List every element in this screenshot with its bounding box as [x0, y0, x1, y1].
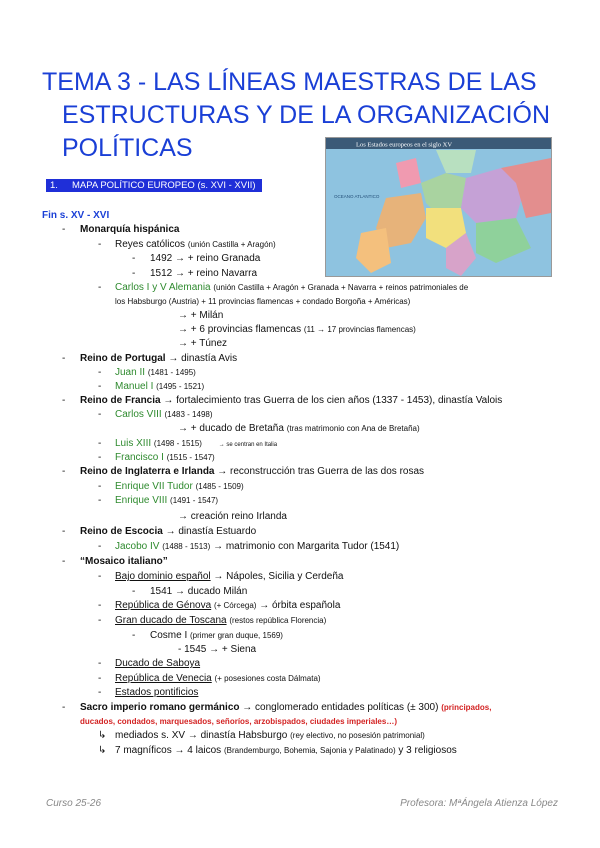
- inglaterra: Reino de Inglaterra e Irlanda → reconstrucción tras Guerra de las dos rosas: [80, 466, 425, 477]
- rc-navarra: 1512 → + reino Navarra: [150, 268, 258, 279]
- escocia: Reino de Escocia → dinastía Estuardo: [80, 526, 257, 537]
- portugal-juan-ii: Juan II (1481 - 1495): [115, 367, 196, 378]
- carlos-i-note: los Habsburgo (Austria) + 11 provincias flamencas + condado Borgoña + Américas): [115, 297, 411, 306]
- francia: Reino de Francia → fortalecimiento tras Guerra de los cien años (1337 - 1453), dinastía Valois: [80, 395, 503, 406]
- mon-hisp-title: Monarquía hispánica: [80, 224, 180, 235]
- title-line-3: POLÍTICAS: [62, 134, 193, 162]
- inglaterra-irlanda: → creación reino Irlanda: [178, 511, 287, 522]
- carlos-i: Carlos I y V Alemania (unión Castilla + Aragón + Granada + Navarra + reinos patrimoniales de: [115, 282, 469, 293]
- italia-saboya: Ducado de Saboya: [115, 658, 201, 669]
- section-label: MAPA POLÍTICO EUROPEO (s. XVI - XVII): [72, 180, 256, 191]
- italia-cosme: Cosme I (primer gran duque, 1569): [150, 630, 283, 641]
- sacro-entidades: ducados, condados, marquesados, señoríos, arzobispados, ciudades imperiales…): [80, 717, 397, 726]
- map-label-sea: OCEANO ATLANTICO: [334, 194, 380, 199]
- escocia-jacobo-iv: Jacobo IV (1488 - 1513) → matrimonio con Margarita Tudor (1541): [115, 541, 400, 552]
- reyes-catolicos: Reyes católicos (unión Castilla + Aragón): [115, 239, 276, 250]
- italia-milan: 1541 → ducado Milán: [150, 586, 248, 597]
- francia-francisco-i: Francisco I (1515 - 1547): [115, 452, 215, 463]
- period-heading: Fin s. XV - XVI: [42, 210, 110, 221]
- carlos-tunez: → + Túnez: [178, 338, 228, 349]
- portugal: Reino de Portugal → dinastía Avis: [80, 353, 238, 364]
- francia-bretana: → + ducado de Bretaña (tras matrimonio con Ana de Bretaña): [178, 423, 420, 434]
- francia-carlos-viii: Carlos VIII (1483 - 1498): [115, 409, 213, 420]
- europe-map-image: [325, 137, 552, 277]
- sacro-imperio: Sacro imperio romano germánico → conglomerado entidades políticas (± 300) (principados,: [80, 702, 492, 713]
- section-heading: [46, 179, 262, 192]
- sacro-habsburgo: mediados s. XV → dinastía Habsburgo (rey electivo, no posesión patrimonial): [115, 730, 425, 741]
- rc-granada: 1492 → + reino Granada: [150, 253, 261, 264]
- italia-venecia: República de Venecia (+ posesiones costa Dálmata): [115, 673, 321, 684]
- italia-title: “Mosaico italiano”: [80, 556, 168, 567]
- inglaterra-enrique-viii: Enrique VIII (1491 - 1547): [115, 495, 219, 506]
- italia-genova: República de Génova (+ Córcega) → órbita española: [115, 600, 341, 611]
- italia-toscana: Gran ducado de Toscana (restos república Florencia): [115, 615, 327, 626]
- inglaterra-enrique-vii: Enrique VII Tudor (1485 - 1509): [115, 481, 244, 492]
- italia-siena: - 1545 → + Siena: [178, 644, 257, 655]
- italia-espanol: Bajo dominio español → Nápoles, Sicilia y Cerdeña: [115, 571, 344, 582]
- section-number: 1.: [50, 180, 58, 191]
- sacro-electores: 7 magníficos → 4 laicos (Brandemburgo, Bohemia, Sajonia y Palatinado) y 3 religiosos: [115, 745, 457, 756]
- italia-pontificios: Estados pontificios: [115, 687, 199, 698]
- footer-course: Curso 25-26: [46, 798, 102, 809]
- map-caption: Los Estados europeos en el siglo XV: [356, 141, 453, 149]
- footer-teacher: Profesora: MªÁngela Atienza López: [400, 798, 558, 809]
- title-line-2: ESTRUCTURAS Y DE LA ORGANIZACIÓN: [62, 101, 551, 129]
- carlos-flandes: → + 6 provincias flamencas (11 → 17 provincias flamencas): [178, 324, 416, 335]
- francia-luis-xiii: Luis XIII (1498 - 1515) → se centran en Italia: [115, 438, 278, 449]
- title-line-1: TEMA 3 - LAS LÍNEAS MAESTRAS DE LAS: [42, 68, 537, 96]
- portugal-manuel-i: Manuel I (1495 - 1521): [115, 381, 205, 392]
- carlos-milan: → + Milán: [178, 310, 224, 321]
